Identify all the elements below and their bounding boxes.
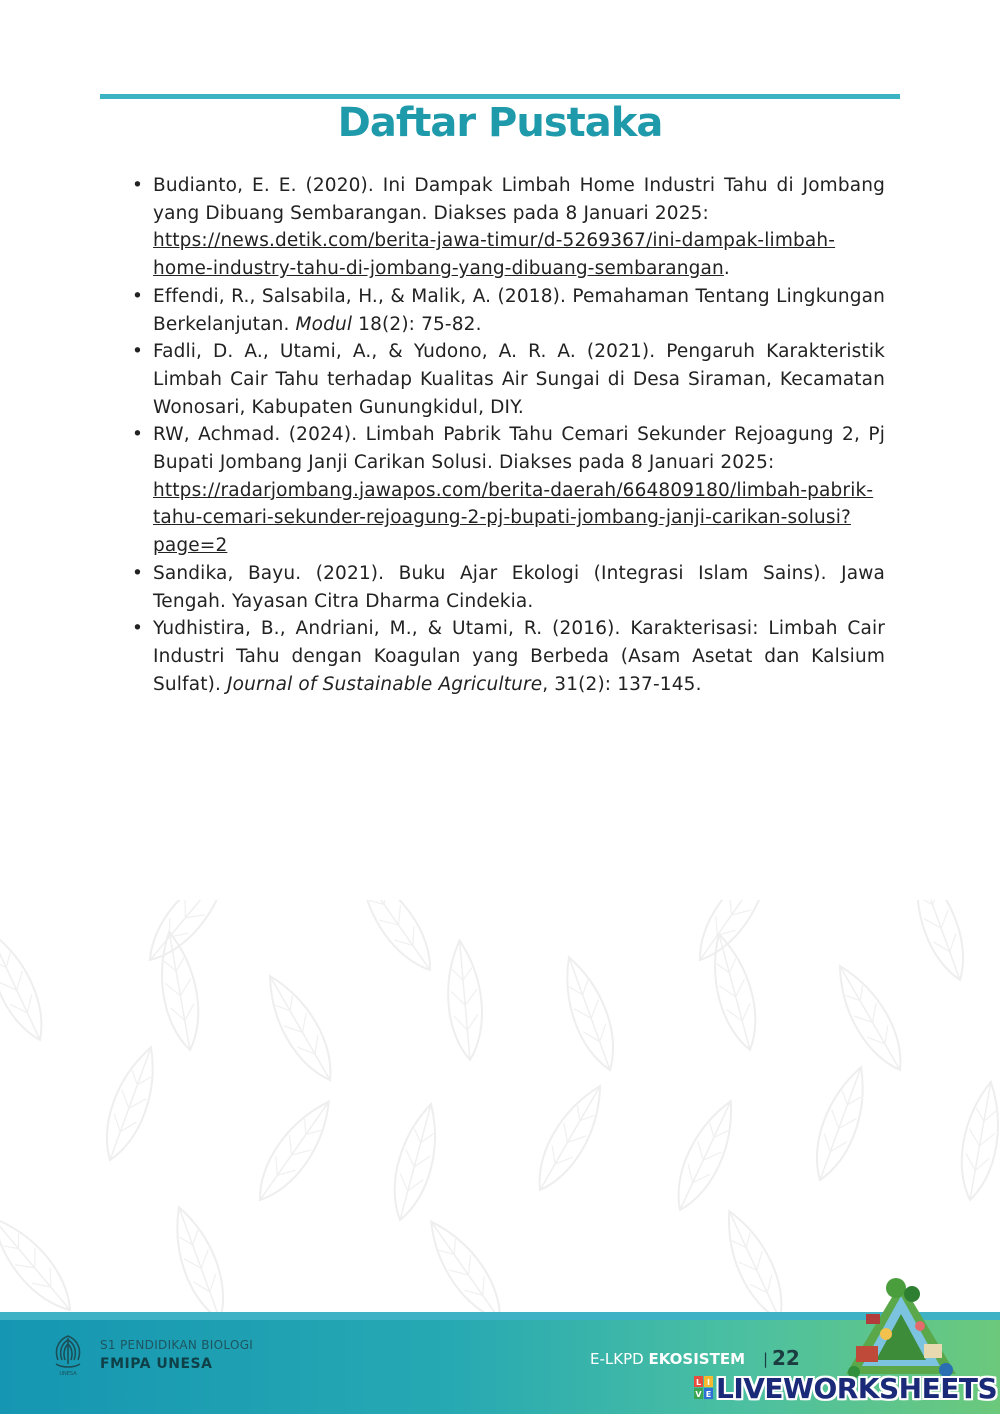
reference-text: Fadli, D. A., Utami, A., & Yudono, A. R. A. (2021). Pengaruh Karakteristik Limbah Cair Tahu terhadap Kualitas Air Sungai di Desa Siraman, Kecamatan Wonosari, Kabupaten Gunungkidul, DIY. bbox=[153, 341, 885, 418]
page-title: Daftar Pustaka bbox=[337, 100, 663, 146]
reference-journal: Journal of Sustainable Agriculture bbox=[227, 673, 543, 695]
ecosystem-illustration-icon bbox=[836, 1274, 966, 1384]
reference-text: RW, Achmad. (2024). Limbah Pabrik Tahu Cemari Sekunder Rejoagung 2, Pj Bupati Jombang Janji Carikan Solusi. Diakses pada 8 Januari 2025: bbox=[153, 424, 885, 474]
document-label bbox=[590, 1350, 745, 1368]
document-prefix: E-LKPD bbox=[590, 1350, 644, 1368]
reference-list bbox=[128, 172, 885, 698]
title-rule bbox=[100, 94, 900, 99]
liveworksheets-badge-icon bbox=[694, 1376, 714, 1400]
svg-text:I: I bbox=[707, 1378, 710, 1387]
svg-text:E: E bbox=[705, 1390, 712, 1399]
document-topic: EKOSISTEM bbox=[648, 1350, 746, 1368]
logo-caption: UNESA bbox=[59, 1371, 77, 1377]
reference-item bbox=[128, 421, 885, 560]
svg-text:L: L bbox=[695, 1378, 702, 1387]
reference-text-end: , 31(2): 137-145. bbox=[542, 673, 702, 695]
bullet-icon: • bbox=[132, 618, 144, 640]
bullet-icon: • bbox=[132, 341, 144, 363]
reference-item bbox=[128, 338, 885, 421]
bullet-icon: • bbox=[132, 285, 144, 307]
institution-program: S1 PENDIDIKAN BIOLOGI bbox=[100, 1338, 254, 1352]
bullet-icon: • bbox=[132, 175, 144, 196]
reference-text: Sandika, Bayu. (2021). Buku Ajar Ekologi (Integrasi Islam Sains). Jawa Tengah. Yayasan Citra Dharma Cindekia. bbox=[153, 562, 885, 612]
liveworksheets-text: LIVEWORKSHEETS bbox=[716, 1372, 998, 1405]
reference-text: Effendi, R., Salsabila, H., & Malik, A. (2018). Pemahaman Tentang Lingkungan Berkelanjutan. bbox=[153, 285, 885, 335]
leaf-pattern-background bbox=[0, 900, 1000, 1320]
label-separator: | bbox=[763, 1350, 769, 1368]
reference-item bbox=[128, 615, 885, 698]
page-number: 22 bbox=[772, 1346, 800, 1370]
reference-item bbox=[128, 560, 885, 615]
reference-text: Budianto, E. E. (2020). Ini Dampak Limbah Home Industri Tahu di Jombang yang Dibuang Sembarangan. Diakses pada 8 Januari 2025: bbox=[153, 175, 885, 224]
reference-end: . bbox=[723, 258, 730, 280]
reference-journal: Modul bbox=[295, 313, 353, 335]
bullet-icon: • bbox=[132, 562, 144, 584]
reference-text: Yudhistira, B., Andriani, M., & Utami, R. (2016). Karakterisasi: Limbah Cair Industri Tahu dengan Koagulan yang Berbeda (Asam Asetat dan Kalsium Sulfat). bbox=[153, 618, 885, 695]
reference-text-end: 18(2): 75-82. bbox=[352, 313, 482, 335]
reference-link[interactable]: https://news.detik.com/berita-jawa-timur/d-5269367/ini-dampak-limbah-home-industry-tahu-di-jombang-yang-dibuang-sembarangan bbox=[153, 230, 836, 280]
reference-item bbox=[128, 283, 885, 338]
institution-faculty: FMIPA UNESA bbox=[100, 1356, 213, 1372]
reference-item bbox=[128, 172, 885, 283]
svg-text:V: V bbox=[695, 1390, 702, 1399]
reference-link[interactable]: https://radarjombang.jawapos.com/berita-daerah/664809180/limbah-pabrik-tahu-cemari-sekunder-rejoagung-2-pj-bupati-jombang-janji-carikan-solusi?page=2 bbox=[153, 479, 874, 557]
unesa-logo-icon bbox=[44, 1330, 92, 1378]
bullet-icon: • bbox=[132, 424, 144, 446]
